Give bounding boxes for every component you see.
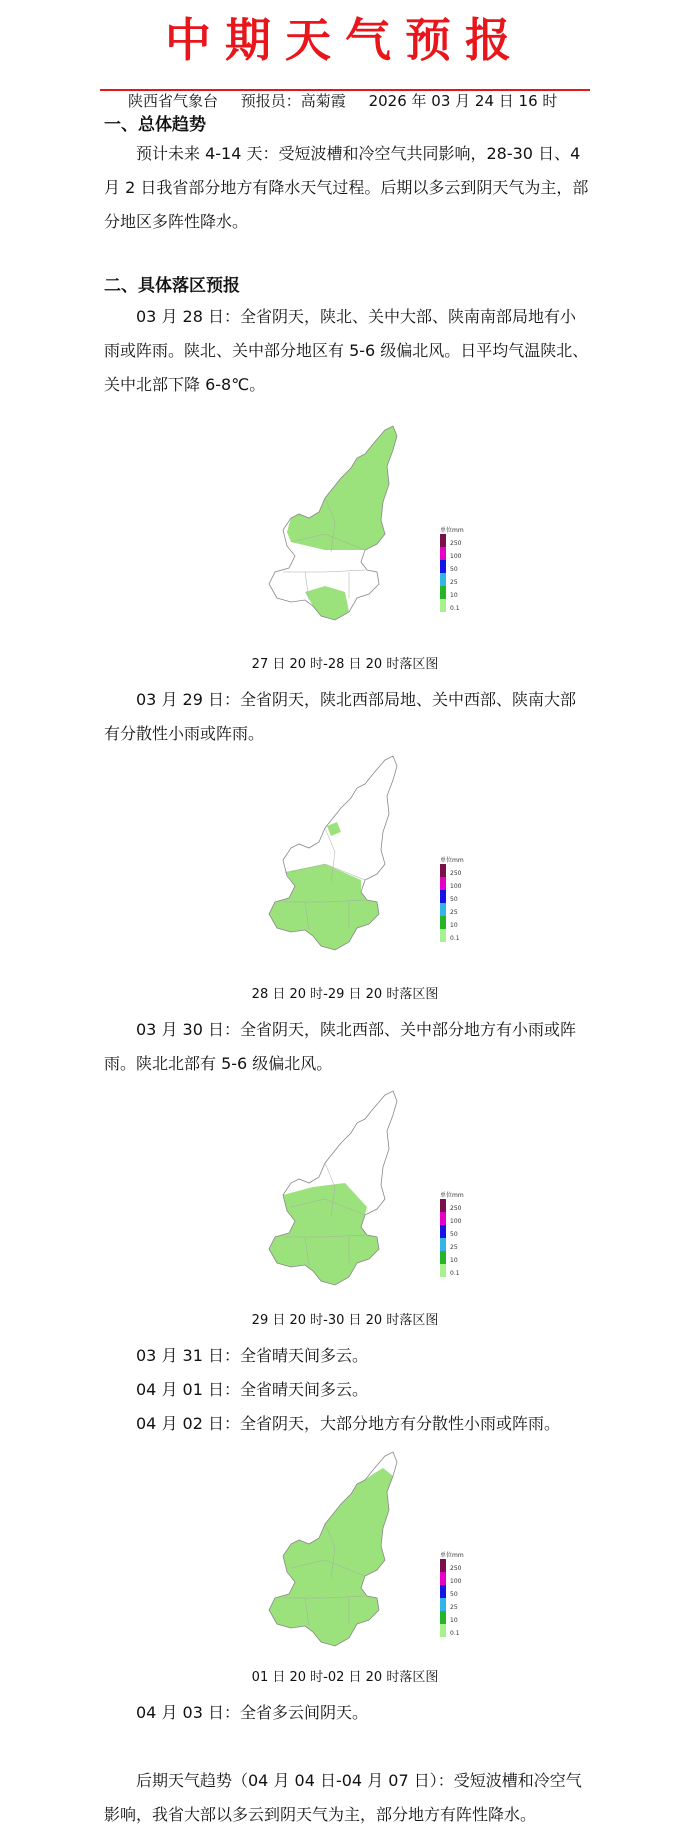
rain-area xyxy=(327,822,341,836)
legend-swatch xyxy=(440,1212,446,1225)
legend-row xyxy=(440,560,482,573)
page-title: 中期天气预报 xyxy=(165,13,525,67)
legend-level: 0.1 xyxy=(450,935,460,942)
legend-level: 100 xyxy=(450,883,462,890)
day-0330-text: 03 月 30 日：全省阴天，陕北西部、关中部分地方有小雨或阵雨。陕北北部有 5-6 级偏北风。 xyxy=(104,1020,576,1073)
day-0328-text: 03 月 28 日：全省阴天，陕北、关中大部、陕南南部局地有小雨或阵雨。陕北、关中部分地区有 5-6 级偏北风。日平均气温陕北、关中北部下降 6-8℃。 xyxy=(104,307,589,394)
province-map-group xyxy=(269,756,397,950)
legend-level: 25 xyxy=(450,1604,458,1611)
map-caption-0330: 29 日 20 时-30 日 20 时落区图 xyxy=(251,1313,439,1328)
rain-area xyxy=(269,1468,393,1646)
legend-row xyxy=(440,903,482,916)
legend-level: 10 xyxy=(450,592,458,599)
province-map-group xyxy=(269,1091,397,1285)
rain-map-0330 xyxy=(245,1077,445,1297)
rain-map-0329 xyxy=(245,742,445,962)
later-trend-text: 后期天气趋势（04 月 04 日-04 月 07 日）：受短波槽和冷空气影响，我省大部以多云到阴天气为主，部分地方有阵性降水。 xyxy=(104,1771,582,1824)
legend-row xyxy=(440,1598,482,1611)
legend-swatch xyxy=(440,1611,446,1624)
legend-level: 10 xyxy=(450,1617,458,1624)
legend-row xyxy=(440,599,482,612)
rain-area xyxy=(305,586,349,620)
legend-unit: 单位mm xyxy=(440,527,464,534)
issuing-office: 陕西省气象台 xyxy=(128,92,219,110)
legend-swatch xyxy=(440,599,446,612)
legend-level: 100 xyxy=(450,553,462,560)
legend-swatch xyxy=(440,1264,446,1277)
legend-row xyxy=(440,534,482,547)
district-boundary xyxy=(283,570,365,572)
legend-row xyxy=(440,547,482,560)
legend-level: 100 xyxy=(450,1578,462,1585)
legend-0402 xyxy=(440,1550,482,1637)
legend-level: 250 xyxy=(450,870,462,877)
legend-row xyxy=(440,573,482,586)
legend-level: 250 xyxy=(450,1205,462,1212)
legend-row xyxy=(440,890,482,903)
legend-unit: 单位mm xyxy=(440,857,464,864)
legend-swatch xyxy=(440,1624,446,1637)
legend-row xyxy=(440,916,482,929)
day-0329-text: 03 月 29 日：全省阴天，陕北西部局地、关中西部、陕南大部有分散性小雨或阵雨。 xyxy=(104,690,576,743)
legend-swatch xyxy=(440,547,446,560)
legend-row xyxy=(440,877,482,890)
legend-swatch xyxy=(440,1225,446,1238)
legend-0329 xyxy=(440,855,482,942)
legend-swatch xyxy=(440,534,446,547)
map-caption-0402: 01 日 20 时-02 日 20 时落区图 xyxy=(251,1670,439,1685)
legend-unit: 单位mm xyxy=(440,1552,464,1559)
district-boundary xyxy=(305,572,309,600)
detail-heading: 二、具体落区预报 xyxy=(104,276,240,296)
legend-swatch xyxy=(440,903,446,916)
legend-swatch xyxy=(440,877,446,890)
rain-map-0402 xyxy=(245,1438,445,1658)
day-0401-text: 04 月 01 日：全省晴天间多云。 xyxy=(136,1380,368,1399)
legend-swatch xyxy=(440,1572,446,1585)
legend-level: 50 xyxy=(450,1231,458,1238)
legend-level: 0.1 xyxy=(450,1270,460,1277)
day-0402-text: 04 月 02 日：全省阴天，大部分地方有分散性小雨或阵雨。 xyxy=(136,1414,560,1433)
legend-row xyxy=(440,1585,482,1598)
legend-row xyxy=(440,1572,482,1585)
legend-level: 0.1 xyxy=(450,1630,460,1637)
legend-row xyxy=(440,1238,482,1251)
legend-swatch xyxy=(440,1585,446,1598)
legend-row xyxy=(440,929,482,942)
province-map-group xyxy=(269,426,397,620)
legend-0330 xyxy=(440,1190,482,1277)
rain-area xyxy=(287,426,397,550)
day-0403-text: 04 月 03 日：全省多云间阴天。 xyxy=(136,1703,368,1722)
legend-swatch xyxy=(440,1251,446,1264)
rain-map-0328 xyxy=(245,412,445,632)
legend-swatch xyxy=(440,929,446,942)
legend-row xyxy=(440,1559,482,1572)
map-caption-0329: 28 日 20 时-29 日 20 时落区图 xyxy=(251,987,439,1002)
issue-date: 2026 年 03 月 24 日 16 时 xyxy=(368,92,558,110)
legend-level: 0.1 xyxy=(450,605,460,612)
legend-level: 100 xyxy=(450,1218,462,1225)
legend-row xyxy=(440,1611,482,1624)
legend-swatch xyxy=(440,1238,446,1251)
legend-row xyxy=(440,1225,482,1238)
legend-level: 250 xyxy=(450,540,462,547)
legend-row xyxy=(440,586,482,599)
legend-swatch xyxy=(440,573,446,586)
legend-level: 50 xyxy=(450,896,458,903)
legend-swatch xyxy=(440,560,446,573)
legend-swatch xyxy=(440,1199,446,1212)
legend-level: 250 xyxy=(450,1565,462,1572)
legend-row xyxy=(440,1264,482,1277)
legend-level: 25 xyxy=(450,579,458,586)
overall-text: 预计未来 4-14 天：受短波槽和冷空气共同影响，28-30 日、4 月 2 日我省部分地方有降水天气过程。后期以多云到阴天气为主，部分地区多阵性降水。 xyxy=(104,144,589,231)
map-caption-0328: 27 日 20 时-28 日 20 时落区图 xyxy=(251,657,439,672)
legend-level: 10 xyxy=(450,922,458,929)
legend-swatch xyxy=(440,1598,446,1611)
header-meta xyxy=(128,90,575,111)
province-map-group xyxy=(269,1452,397,1646)
legend-level: 25 xyxy=(450,1244,458,1251)
rain-area xyxy=(269,864,379,950)
legend-level: 10 xyxy=(450,1257,458,1264)
legend-level: 50 xyxy=(450,1591,458,1598)
forecaster: 预报员：高菊霞 xyxy=(240,92,346,110)
legend-row xyxy=(440,1199,482,1212)
legend-level: 25 xyxy=(450,909,458,916)
overall-heading: 一、总体趋势 xyxy=(104,115,206,135)
legend-row xyxy=(440,1212,482,1225)
day-0331-text: 03 月 31 日：全省晴天间多云。 xyxy=(136,1346,368,1365)
legend-swatch xyxy=(440,1559,446,1572)
legend-swatch xyxy=(440,864,446,877)
legend-swatch xyxy=(440,916,446,929)
legend-swatch xyxy=(440,890,446,903)
legend-row xyxy=(440,1624,482,1637)
legend-0328 xyxy=(440,525,482,612)
legend-swatch xyxy=(440,586,446,599)
legend-row xyxy=(440,1251,482,1264)
legend-row xyxy=(440,864,482,877)
legend-unit: 单位mm xyxy=(440,1192,464,1199)
legend-level: 50 xyxy=(450,566,458,573)
